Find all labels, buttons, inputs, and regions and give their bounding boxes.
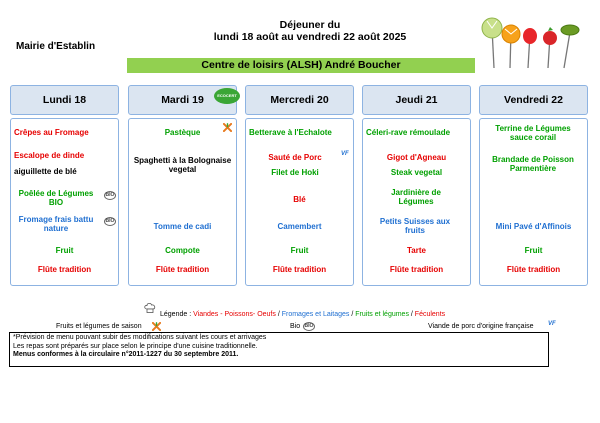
dish-plat-alt: aiguillette de blé (14, 167, 77, 176)
dish-plat: Brandade de Poisson Parmentière (492, 155, 574, 173)
legend-separator: / (275, 311, 282, 318)
dish-laitage: Mini Pavé d'Affinois (495, 222, 572, 231)
dish-entree: Crêpes au Fromage (14, 128, 89, 137)
dish-entree: Céleri-rave rémoulade (366, 128, 451, 137)
dish-entree: Betterave à l'Echalote (249, 128, 332, 137)
day-column-vendredi (479, 118, 588, 286)
legend-feculents: Féculents (414, 311, 446, 318)
note-line-1: *Prévision de menu pouvant subir des modifications suivant les cours et arrivages (13, 334, 267, 341)
title-line-1: Déjeuner du (279, 19, 341, 31)
legend-separator: / (349, 311, 356, 318)
dish-laitage: Fromage frais battu nature (18, 215, 94, 233)
legend-poissons: Poissons- Oeufs (224, 311, 276, 318)
bio-badge-icon: BIO (105, 192, 115, 198)
day-header-mercredi: Mercredi 20 (245, 85, 354, 115)
note-line-3: Menus conformes à la circulaire n°2011-1227 du 30 septembre 2011. (13, 351, 239, 358)
day-column-jeudi (362, 118, 471, 286)
notes-box (9, 332, 549, 367)
dish-plat-alt: Filet de Hoki (271, 168, 319, 177)
dish-pain: Flûte tradition (37, 265, 92, 274)
legend-separator: - (218, 311, 225, 318)
dish-laitage: Camembert (277, 222, 322, 231)
day-header-vendredi: Vendredi 22 (479, 85, 588, 115)
french-pork-vf-icon: VF (341, 151, 349, 157)
dish-plat: Sauté de Porc (268, 153, 322, 162)
dish-pain: Flûte tradition (506, 265, 561, 274)
day-header-lundi: Lundi 18 (10, 85, 119, 115)
french-pork-vf-icon: VF (548, 321, 556, 327)
dish-legume: Poêlée de Légumes BIO (18, 189, 94, 207)
day-header-mardi: Mardi 19 (128, 85, 237, 115)
dish-entree: Terrine de Légumes sauce corail (495, 124, 571, 142)
dish-dessert: Tarte (407, 246, 426, 255)
note-line-2: Les repas sont préparés sur place selon le principe d'une cuisine traditionnelle. (13, 342, 258, 350)
dish-plat: Spaghetti à la Bolognaise vegetal (133, 156, 232, 174)
dish-pain: Flûte tradition (272, 265, 327, 274)
dish-feculent: Blé (293, 195, 306, 204)
dish-pain: Flûte tradition (389, 265, 444, 274)
dish-pain: Flûte tradition (155, 265, 210, 274)
dish-entree: Pastèque (164, 128, 201, 137)
dish-plat: Gigot d'Agneau (386, 153, 447, 162)
dish-plat-alt: Steak vegetal (390, 168, 443, 177)
dish-legume: Jardinière de Légumes (391, 188, 441, 206)
day-column-lundi (10, 118, 119, 286)
title-line-2: lundi 18 août au vendredi 22 août 2025 (213, 31, 407, 43)
legend (160, 311, 445, 318)
legend-porc-label: Viande de porc d'origine française (428, 323, 534, 330)
legend-separator: / (408, 311, 415, 318)
bio-badge-icon: BIO (304, 323, 314, 329)
dish-dessert: Compote (165, 246, 200, 255)
fruit-forks-logo-icon (478, 14, 590, 70)
ecocert-badge-icon: ECOCERT (214, 88, 240, 104)
legend-saison-label: Fruits et légumes de saison (56, 323, 142, 330)
chef-hat-icon (144, 302, 156, 314)
bio-badge-icon: BIO (105, 218, 115, 224)
dish-dessert: Fruit (524, 246, 543, 255)
legend-fromages: Fromages et Laitages (281, 311, 350, 318)
dish-plat: Escalope de dinde (14, 151, 85, 160)
dish-dessert: Fruit (290, 246, 309, 255)
day-column-mercredi (245, 118, 354, 286)
legend-viandes: Viandes (193, 311, 219, 318)
page-title (180, 19, 440, 43)
day-column-mardi (128, 118, 237, 286)
legend-label: Légende : (160, 311, 192, 318)
seasonal-cross-icon (152, 322, 161, 331)
legend-fruits: Fruits et légumes (355, 311, 409, 318)
legend-bio-label: Bio (290, 323, 301, 330)
day-header-jeudi: Jeudi 21 (362, 85, 471, 115)
dish-dessert: Fruit (55, 246, 74, 255)
centre-banner: Centre de loisirs (ALSH) André Boucher (127, 58, 475, 73)
dish-laitage: Petits Suisses aux fruits (379, 217, 451, 235)
seasonal-cross-icon (223, 123, 232, 132)
mairie-label: Mairie d'Establin (16, 41, 96, 52)
dish-laitage: Tomme de cadi (153, 222, 212, 231)
